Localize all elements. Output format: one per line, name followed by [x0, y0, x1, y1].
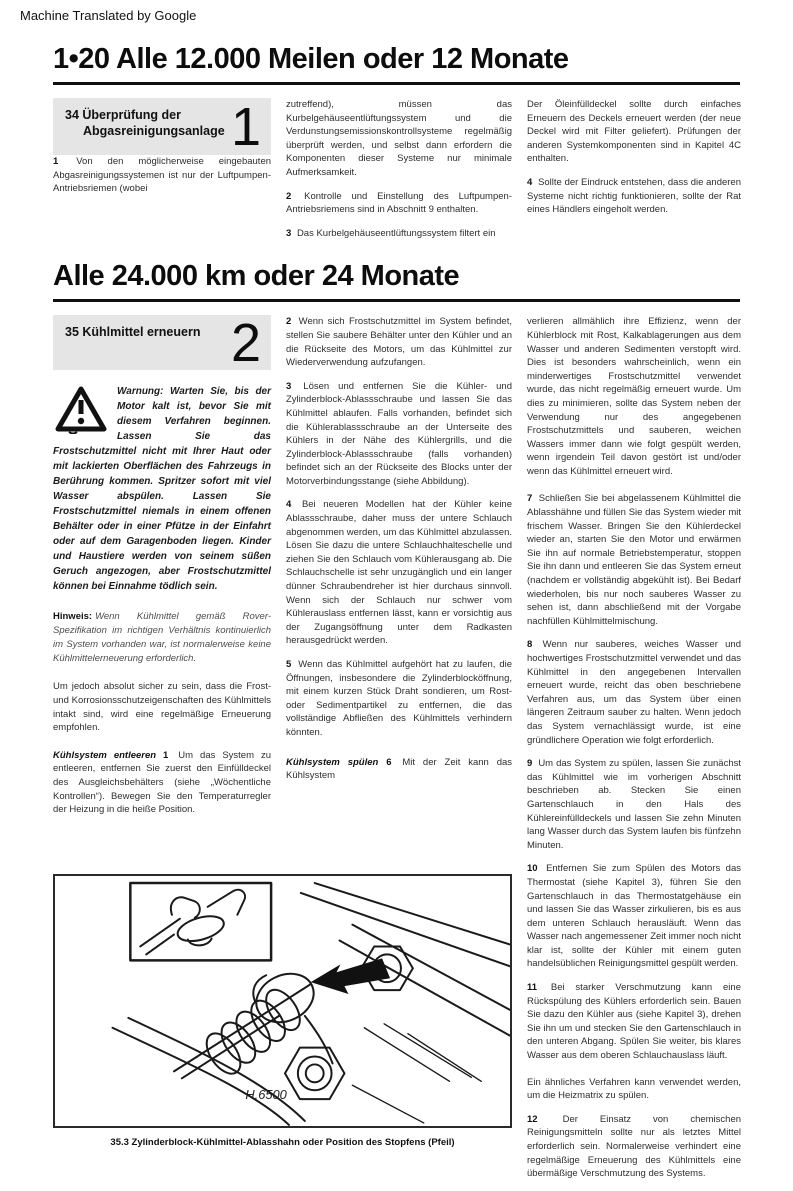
section-35-title: 35 Kühlmittel erneuern — [65, 325, 201, 340]
warning-label: Warnung: — [117, 386, 164, 398]
body-paragraph: verlieren allmählich ihre Effizienz, wenn der Kühlerblock mit Rost, Kalkablagerungen aus dem Wasser und anderen Sedimenten verstopft wird. Dies ist besonders wahrscheinlich, wenn ein minderwertiges Frostschutzmittel verwendet wurde, das nicht regelmäßig erneuert wurde. Um dies zu minimieren, sollte das System neben der Verwendung nur des angegebenen Frostschutzmittels und sauberen, weichen Wassers immer dann wie folgt gespült werden, wenn irgendein Teil davon gestört ist und/oder wenn das Kühlmittel erneuert wird. — [527, 316, 741, 477]
note-label: Hinweis: — [53, 611, 93, 623]
body-paragraph: 8 Wenn nur sauberes, weiches Wasser und hochwertiges Frostschutzmittel verwendet und das Kühlmittel in den angegebenen Intervallen erneuert wurde, reicht das oben beschriebene Verfahren aus, um das System über einen längeren Zeitraum sauber zu halten. Wenn jedoch das System vernachlässigt wurde, ist eine gründlichere Operation wie folgt erforderlich. — [527, 639, 741, 746]
machine-translated-watermark: Machine Translated by Google — [20, 8, 197, 23]
section-35-box — [53, 313, 271, 374]
figure-caption: 35.3 Zylinderblock-Kühlmittel-Ablasshahn oder Position des Stopfens (Pfeil) — [110, 1136, 455, 1148]
section-34-title: 34 Überprüfung der Abgasreinigungsanlage — [65, 108, 225, 139]
figure-illustration — [55, 876, 510, 1126]
body-paragraph: 3 Das Kurbelgehäuseentlüftungssystem filtert ein — [286, 227, 496, 239]
column-middle — [286, 98, 512, 250]
body-paragraph: 4 Bei neueren Modellen hat der Kühler keine Ablassschraube, daher muss der untere Schlauch abgenommen werden, um das Kühlmittel abzulassen. Lösen Sie dazu die untere Schlauchhalteschelle und ziehen Sie den Schlauch vom Kühlerausgang ab. Die Schlauchschelle ist sehr unzugänglich und ein langer dünner Schraubendreher ist hier durchaus sinnvoll. Wenn sich der Schlauch nur schwer vom Kühlerauslass entfernen lässt, kann er vorsichtig aus der Zugangsöffnung unter dem Radkasten herausgedrückt werden. — [286, 499, 513, 647]
body-paragraph: Der Öleinfülldeckel sollte durch einfaches Erneuern des Deckels erneuert werden (der neue Deckel wird mit Filter geliefert). Prüfungen der anderen Systemkomponenten sind in Kapitel 4C enthalten. — [527, 99, 741, 165]
section-34-columns — [53, 98, 740, 250]
body-paragraph: 9 Um das System zu spülen, lassen Sie zunächst das Kühlmittel wie im vorherigen Abschnitt beschrieben ab. Stecken Sie einen Gartenschlauch in den Hals des Kühlereinfülldeckels und lassen Sie zehn Minuten lang Wasser durch das System laufen bis fünfzehn Minuten. — [527, 758, 742, 851]
flush-procedure-paragraph: Kühlsystem spülen 6 Mit der Zeit kann das Kühlsystem — [286, 756, 513, 782]
body-paragraph: 7 Schließen Sie bei abgelassenem Kühlmittel die Ablasshähne und füllen Sie das System wieder mit frischem Wasser. Bringen Sie den Kühlerdeckel wieder an, starten Sie den Motor und erwärmen Sie ihn auf normale Betriebstemperatur, stoppen Sie ihn dann und entleeren Sie das System erneut (nachdem er vollständig abgekühlt ist). Bei Bedarf wiederholen, bis nur noch sauberes Wasser zu sehen ist, dann abschließend mit der Vorgabe nachfüllen Kühlmittelmischung. — [527, 493, 742, 627]
column-middle — [286, 315, 512, 869]
column-left — [53, 315, 271, 869]
section-number-badge: 2 — [230, 313, 261, 374]
note-text: Wenn Kühlmittel gemäß Rover-Spezifikation im richtigen Verhältnis kontinuierlich im System vorhanden war, ist normalerweise keine Kühlmittelerneuerung erforderlich. — [53, 611, 271, 665]
column-right — [527, 315, 741, 1190]
note-block — [53, 610, 271, 666]
body-paragraph: zutreffend), müssen das Kurbelgehäuseentlüftungssystem und die Verdunstungsemissionskontrollsysteme regelmäßig überprüft werden, und selbst dann erfordern die Komponenten dieser Systeme nur minimale Aufmerksamkeit. — [286, 99, 512, 178]
page-title-12000: 1•20 Alle 12.000 Meilen oder 12 Monate — [53, 43, 740, 85]
column-left — [53, 98, 271, 250]
body-paragraph: Ein ähnliches Verfahren kann verwendet werden, um die Heizmatrix zu spülen. — [527, 1076, 741, 1102]
section-number-badge: 1 — [230, 96, 261, 157]
section-34-box — [53, 98, 271, 155]
body-paragraph: 2 Wenn sich Frostschutzmittel im System befindet, stellen Sie saubere Behälter unter den Kühler und an die Rückseite des Motors, um das Kühlmittel zur Wiederverwendung aufzufangen. — [286, 316, 512, 369]
body-paragraph: 12 Der Einsatz von chemischen Reinigungsmitteln sollte nur als letztes Mittel erforderlich sein. Normalerweise verhindert eine regelmäßige Erneuerung des Kühlmittels eine übermäßige Verschmutzung des Systems. — [527, 1113, 742, 1180]
page-title-24000: Alle 24.000 km oder 24 Monate — [53, 260, 740, 302]
body-paragraph: 11 Bei starker Verschmutzung kann eine Rückspülung des Kühlers erforderlich sein. Bauen Sie dazu den Kühler aus (siehe Kapitel 3), drehen Sie ihn um und stecken Sie den Gartenschlauch in den unteren Abgang. Spülen Sie weiter, bis klares Wasser aus dem oberen Schlauchauslass läuft. — [527, 982, 741, 1062]
body-paragraph: 3 Lösen und entfernen Sie die Kühler- und Zylinderblock-Ablassschraube und lassen Sie das Kühlmittel ablaufen. Falls vorhanden, befindet sich die Kühlerablassschraube an der Unterseite des Kühlers in der Nähe des Kühlergrills, und die Zylinderblock-Ablassschraube (falls vorhanden) befindet sich an der Rückseite des Blocks unter der Motorverbindungsstange (siehe Abbildung). — [286, 380, 512, 487]
body-paragraph: 4 Sollte der Eindruck entstehen, dass die anderen Systeme nicht richtig funktionieren, sollte der Rat eines Händlers eingeholt werden. — [527, 176, 742, 216]
warning-block — [53, 384, 271, 594]
section-35-columns — [53, 315, 740, 1190]
body-paragraph: 1 Von den möglicherweise eingebauten Abgasreinigungssystemen ist nur der Luftpumpen-Antriebsriemen (wobei — [53, 156, 272, 195]
figure-frame — [53, 874, 512, 1128]
warning-text: Warten Sie, bis der Motor kalt ist, bevor Sie mit diesem Verfahren beginnen. Lassen Sie das Frostschutzmittel nicht mit Ihrer Haut oder mit lackierten Oberflächen des Fahrzeugs in Berührung kommen. Spritzer sofort mit viel Wasser abspülen. Lassen Sie Frostschutzmittel niemals in einem offenen Behälter oder in einer Pfütze in der Einfahrt oder auf dem Garagenboden liegen. Kinder und Haustiere werden von seinem süßen Geruch angezogen, aber Frostschutzmittel können bei Einnahme tödlich sein. — [53, 386, 272, 593]
manual-page — [0, 23, 793, 1191]
figure-arrow — [311, 958, 390, 994]
warning-triangle-icon — [55, 386, 107, 434]
body-paragraph: Um jedoch absolut sicher zu sein, dass die Frost- und Korrosionsschutzeigenschaften des Kühlmittels intakt sind, wird eine regelmäßige Erneuerung empfohlen. — [53, 681, 271, 734]
body-paragraph: 10 Entfernen Sie zum Spülen des Motors das Thermostat (siehe Kapitel 3), führen Sie den Gartenschlauch in das Thermostatgehäuse ein und lassen Sie das Wasser zirkulieren, bis es aus dem unteren Schlauch herausläuft. Wenn das Wasser nach angemessener Zeit immer noch nicht klar ist, sollte der Kühler mit einem guten handelsüblichen Reinigungsmittel gespült werden. — [527, 863, 742, 970]
body-paragraph: 2 Kontrolle und Einstellung des Luftpumpen-Antriebsriemens sind in Abschnitt 9 enthalten. — [286, 190, 512, 216]
figure-part-code: H.6500 — [245, 1086, 287, 1102]
column-right — [527, 98, 741, 250]
drain-procedure-paragraph: Kühlsystem entleeren 1 Um das System zu entleeren, entfernen Sie zuerst den Einfülldeckel des Ausgleichsbehälters (siehe „Wöchentliche Kontrollen“). Bewegen Sie den Temperaturregler der Heizung in die heiße Position. — [53, 749, 271, 816]
figure-35-3 — [53, 874, 512, 1191]
body-paragraph: 5 Wenn das Kühlmittel aufgehört hat zu laufen, die Öffnungen, insbesondere die Zylinderblocköffnung, mit einem kurzen Stück Draht sondieren, um Rost- oder Sedimentpartikel zu entfernen, die das vollständige Abfließen des Kühlmittels verhindern könnten. — [286, 659, 513, 738]
